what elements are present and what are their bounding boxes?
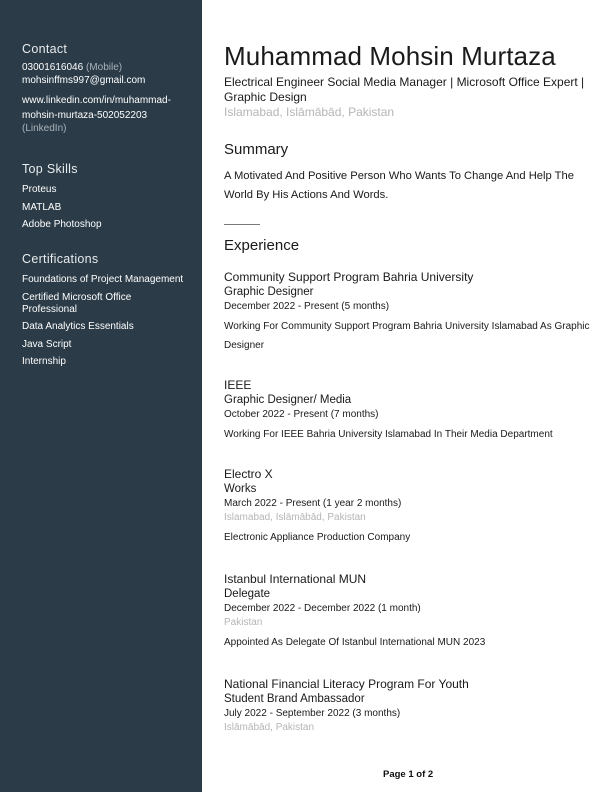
job-dates: December 2022 - December 2022 (1 month): [224, 603, 421, 614]
skill-item: MATLAB: [22, 201, 62, 213]
job-dates: October 2022 - Present (7 months): [224, 409, 379, 420]
job-location: Islāmābād, Pakistan: [224, 722, 315, 733]
job-title: Graphic Designer: [224, 286, 314, 298]
phone-number: 03001616046: [22, 62, 84, 73]
job-description: Electronic Appliance Production Company: [224, 532, 411, 543]
experience-item: [224, 270, 594, 355]
email-link[interactable]: mohsinffms997@gmail.com: [22, 74, 146, 86]
job-company: Istanbul International MUN: [224, 572, 367, 586]
contact-section: [22, 42, 197, 135]
certifications-heading: Certifications: [22, 252, 99, 266]
linkedin-label: (LinkedIn): [22, 122, 67, 134]
job-dates: March 2022 - Present (1 year 2 months): [224, 498, 402, 509]
job-company: IEEE: [224, 378, 252, 392]
contact-heading: Contact: [22, 42, 68, 56]
job-location: Islamabad, Islāmābād, Pakistan: [224, 512, 366, 523]
job-description: Working For Community Support Program Bahria University Islamabad As Graphic Designer: [224, 321, 590, 351]
experience-item: [224, 572, 594, 652]
job-company: Community Support Program Bahria University: [224, 270, 474, 284]
profile-headline: Electrical Engineer Social Media Manager | Microsoft Office Expert | Graphic Design: [224, 75, 585, 104]
experience-heading: Experience: [224, 237, 300, 254]
top-skills-heading: Top Skills: [22, 162, 78, 176]
section-divider: [224, 224, 260, 225]
profile-name: Muhammad Mohsin Murtaza: [224, 41, 556, 71]
experience-item: [224, 467, 594, 547]
experience-item: [224, 378, 594, 444]
certification-item: Certified Microsoft Office Professional: [22, 291, 132, 315]
job-description: Appointed As Delegate Of Istanbul International MUN 2023: [224, 637, 486, 648]
job-location: Pakistan: [224, 617, 263, 628]
summary-heading: Summary: [224, 141, 289, 158]
job-title: Delegate: [224, 588, 271, 600]
job-title: Graphic Designer/ Media: [224, 394, 352, 406]
certification-item: Internship: [22, 356, 66, 367]
page-number: Page 1 of 2: [383, 769, 434, 780]
skill-item: Adobe Photoshop: [22, 219, 102, 230]
job-title: Student Brand Ambassador: [224, 693, 365, 705]
sidebar: [0, 0, 202, 792]
summary-text: A Motivated And Positive Person Who Wants To Change And Help The World By His Actions And Words.: [224, 170, 574, 201]
certification-item: Foundations of Project Management: [22, 274, 184, 285]
certifications-section: [22, 252, 197, 374]
profile-location: Islamabad, Islāmābād, Pakistan: [224, 105, 395, 119]
job-company: Electro X: [224, 467, 273, 481]
linkedin-url-line1[interactable]: www.linkedin.com/in/muhammad-: [22, 95, 171, 106]
phone-line: [22, 62, 197, 75]
job-title: Works: [224, 483, 257, 495]
experience-item: [224, 677, 594, 735]
certification-item: Java Script: [22, 338, 72, 350]
top-skills-section: [22, 162, 197, 237]
linkedin-url-line2[interactable]: mohsin-murtaza-502052203: [22, 109, 148, 121]
skill-item: Proteus: [22, 184, 57, 195]
certification-item: Data Analytics Essentials: [22, 321, 134, 332]
phone-label: (Mobile): [85, 62, 123, 73]
job-description: Working For IEEE Bahria University Islamabad In Their Media Department: [224, 429, 553, 440]
job-company: National Financial Literacy Program For Youth: [224, 677, 469, 691]
job-dates: July 2022 - September 2022 (3 months): [224, 708, 401, 719]
job-dates: December 2022 - Present (5 months): [224, 301, 390, 312]
